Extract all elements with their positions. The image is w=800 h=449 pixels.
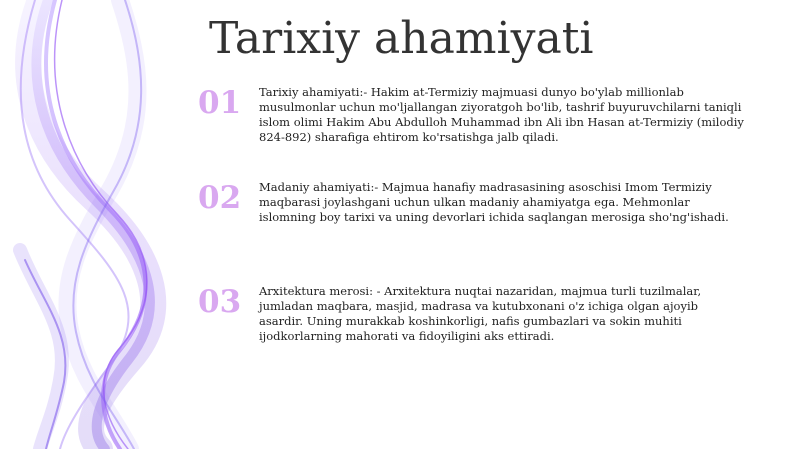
item-number: 01 [198, 85, 242, 121]
item-text: Madaniy ahamiyati:- Majmua hanafiy madrasasining asoschisi Imom Termiziy maqbarasi joylashgani uchun ulkan madaniy ahamiyatga ega. Mehmonlar islomning boy tarixi va uning devorlari ichida saqlangan merosiga sho'ng'ishadi. [259, 180, 729, 224]
item-text: Arxitektura merosi: - Arxitektura nuqtai nazaridan, majmua turli tuzilmalar, jumladan maqbara, masjid, madrasa va kutubxonani o'z ichiga olgan ajoyib asardir. Uning murakkab koshinkorligi, nafis gumbazlari va sokin muhiti ijodkorlarning mahorati va fidoyiligini aks ettiradi. [259, 284, 702, 343]
page-title: Tarixiy ahamiyati [209, 13, 594, 64]
item-number: 03 [198, 284, 242, 320]
item-text: Tarixiy ahamiyati:- Hakim at-Termiziy majmuasi dunyo bo'ylab millionlab musulmonlar uchun mo'ljallangan ziyoratgoh bo'lib, tashrif buyuruvchilarni taniqli islom olimi Hakim Abu Abdulloh Muhammad ibn Ali ibn Hasan at-Termiziy (milodiy 824-892) sharafiga ehtirom ko'rsatishga jalb qiladi. [259, 85, 744, 144]
purple-smoke-ribbon-decoration [0, 0, 200, 449]
item-number: 02 [198, 180, 242, 216]
